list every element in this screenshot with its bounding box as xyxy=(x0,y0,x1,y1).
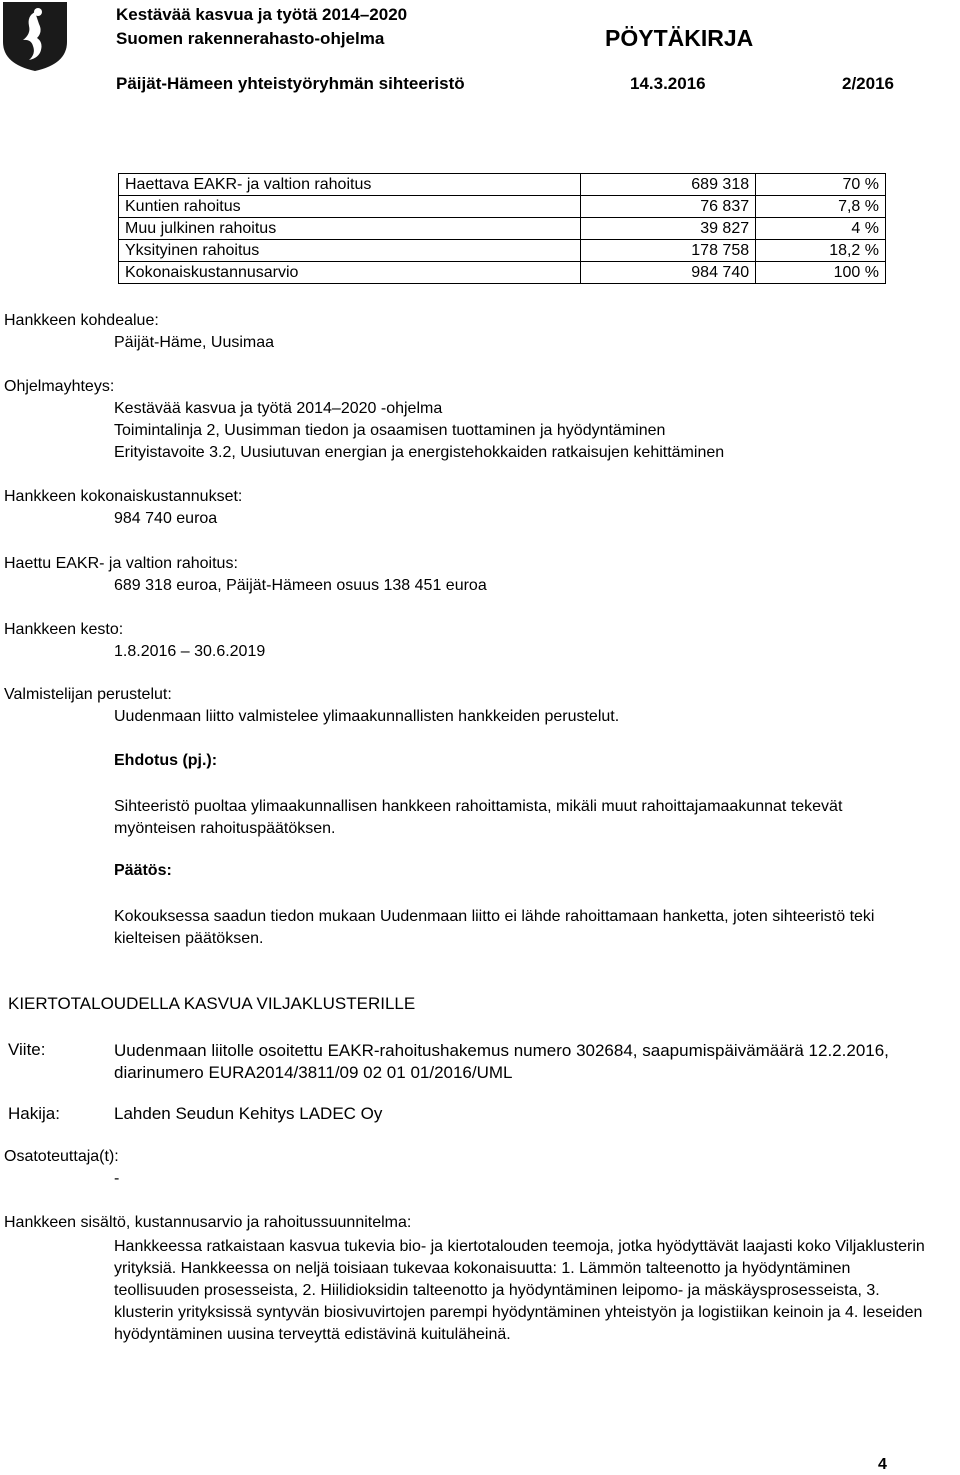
duration-value: 1.8.2016 – 30.6.2019 xyxy=(114,643,266,660)
applicant-value: Lahden Seudun Kehitys LADEC Oy xyxy=(114,1104,383,1123)
applied-funding-value: 689 318 euroa, Päijät-Hämeen osuus 138 451 euroa xyxy=(114,577,487,594)
header-doc-type: PÖYTÄKIRJA xyxy=(605,25,754,51)
program-link-line3: Erityistavoite 3.2, Uusiutuvan energian ja energistehokkaiden ratkaisujen kehittäminen xyxy=(114,444,725,461)
proposal-text: Sihteeristö puoltaa ylimaakunnallisen hankkeen rahoittamista, mikäli muut rahoittajamaakunnat tekevät myönteisen rahoituspäätöksen. xyxy=(114,798,843,837)
header-doc-number: 2/2016 xyxy=(842,74,894,93)
target-area-value: Päijät-Häme, Uusimaa xyxy=(114,334,275,351)
duration-label: Hankkeen kesto: xyxy=(4,621,124,638)
target-area-label: Hankkeen kohdealue: xyxy=(4,312,159,329)
finance-percent: 70 % xyxy=(756,174,886,196)
finance-percent: 100 % xyxy=(756,262,886,284)
partners-value: - xyxy=(114,1170,120,1187)
table-row xyxy=(119,174,886,196)
table-row xyxy=(119,262,886,284)
program-link-line2: Toimintalinja 2, Uusimman tiedon ja osaamisen tuottaminen ja hyödyntäminen xyxy=(114,422,666,439)
rationale-label: Valmistelijan perustelut: xyxy=(4,686,172,703)
finance-amount: 39 827 xyxy=(580,218,756,240)
finance-label: Kuntien rahoitus xyxy=(119,196,581,218)
applicant-label: Hakija: xyxy=(8,1104,60,1123)
content-value: Hankkeessa ratkaistaan kasvua tukevia bio- ja kiertotalouden teemoja, jotka hyödyttävät laajasti koko Viljaklusterin yrityksiä. Hankkeessa on neljä toisiaan tukevaa kokonaisuutta: 1. Lämmön talteenotto ja hyödyntäminen teollisuuden prosesseista, 2. Hiilidioksidin talteenotto ja hyödyntäminen leipomo- ja mäskäysprosesseista, 3. klusterin yrityksissä syntyvän biosivuvirtojen parempi hyödyntäminen yhteistyön ja logistiikan keinoin ja 4. leseiden hyödyntäminen uusina terveyttä edistävinä kuituläheinä. xyxy=(114,1238,925,1343)
project2-title: KIERTOTALOUDELLA KASVUA VILJAKLUSTERILLE xyxy=(8,994,416,1013)
program-link-line1: Kestävää kasvua ja työtä 2014–2020 -ohjelma xyxy=(114,400,443,417)
finance-amount: 178 758 xyxy=(580,240,756,262)
coat-of-arms-logo xyxy=(0,0,70,72)
finance-percent: 7,8 % xyxy=(756,196,886,218)
page-number: 4 xyxy=(878,1456,887,1473)
proposal-heading: Ehdotus (pj.): xyxy=(114,752,218,769)
finance-label: Muu julkinen rahoitus xyxy=(119,218,581,240)
finance-table xyxy=(118,173,886,284)
finance-label: Kokonaiskustannusarvio xyxy=(119,262,581,284)
applied-funding-label: Haettu EAKR- ja valtion rahoitus: xyxy=(4,555,238,572)
header-program-line1: Kestävää kasvua ja työtä 2014–2020 xyxy=(116,5,408,24)
finance-percent: 18,2 % xyxy=(756,240,886,262)
reference-label: Viite: xyxy=(8,1040,46,1059)
finance-label: Haettava EAKR- ja valtion rahoitus xyxy=(119,174,581,196)
reference-value: Uudenmaan liitolle osoitettu EAKR-rahoitushakemus numero 302684, saapumispäivämäärä 12.2.2016, diarinumero EURA2014/3811/09 02 01 01/2016/UML xyxy=(114,1041,889,1082)
content-label: Hankkeen sisältö, kustannusarvio ja rahoitussuunnitelma: xyxy=(4,1214,412,1231)
header-date: 14.3.2016 xyxy=(630,74,706,93)
total-cost-label: Hankkeen kokonaiskustannukset: xyxy=(4,488,243,505)
finance-amount: 984 740 xyxy=(580,262,756,284)
rationale-value: Uudenmaan liitto valmistelee ylimaakunnallisten hankkeiden perustelut. xyxy=(114,708,620,725)
partners-label: Osatoteuttaja(t): xyxy=(4,1148,119,1165)
finance-amount: 76 837 xyxy=(580,196,756,218)
finance-percent: 4 % xyxy=(756,218,886,240)
table-row xyxy=(119,196,886,218)
header-program-line2: Suomen rakennerahasto-ohjelma xyxy=(116,29,385,48)
table-row xyxy=(119,218,886,240)
table-row xyxy=(119,240,886,262)
finance-label: Yksityinen rahoitus xyxy=(119,240,581,262)
decision-text: Kokouksessa saadun tiedon mukaan Uudenmaan liitto ei lähde rahoittamaan hanketta, joten sihteeristö teki kielteisen päätöksen. xyxy=(114,908,875,947)
header-office: Päijät-Hämeen yhteistyöryhmän sihteeristö xyxy=(116,74,465,93)
decision-heading: Päätös: xyxy=(114,862,172,879)
total-cost-value: 984 740 euroa xyxy=(114,510,218,527)
finance-amount: 689 318 xyxy=(580,174,756,196)
program-link-label: Ohjelmayhteys: xyxy=(4,378,115,395)
